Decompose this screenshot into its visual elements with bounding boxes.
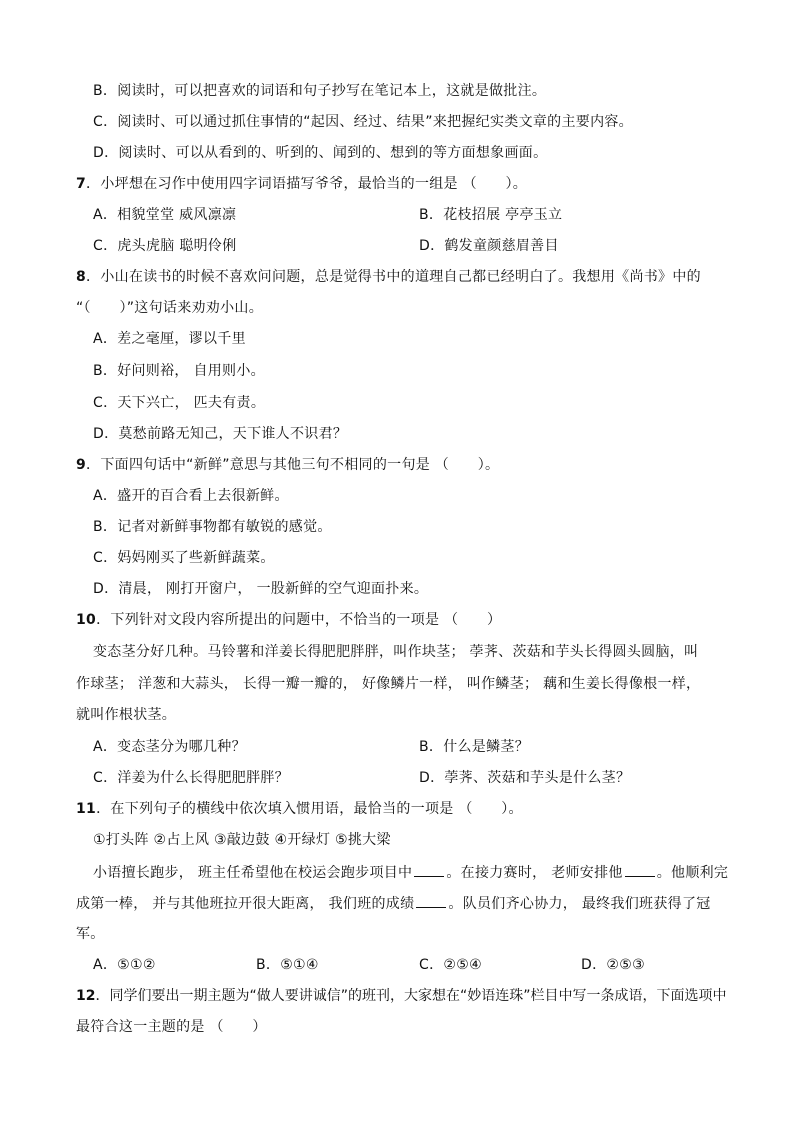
q10-passage-line-2: 作球茎； 洋葱和大蒜头， 长得一瓣一瓣的， 好像鳞片一样， 叫作鳞茎； 藕和生姜长得像根一样， [76,676,701,692]
q8-number: 8 [76,269,87,285]
q7-number: 7 [76,176,87,192]
q12-stem-text-1: ．同学们要出一期主题为“做人要讲诚信”的班刊，大家想在“妙语连珠”栏目中写一条成语，下面选项中 [95,988,727,1004]
q9-stem [76,455,499,475]
q10-option-a: A．变态茎分为哪几种？ [93,739,246,755]
q8-option-a: A．差之毫厘，谬以千里 [93,331,246,347]
q9-option-a: A．盛开的百合看上去很新鲜。 [93,488,289,504]
q12-stem-line-2: 最符合这一主题的是 （ ） [76,1019,267,1035]
q11-passage-line-1 [93,862,728,883]
q7-stem [76,174,527,194]
q10-number: 10 [76,612,97,628]
q7-option-d: D．鹤发童颜慈眉善目 [419,238,559,254]
q9-option-c: C．妈妈刚买了些新鲜蔬菜。 [93,550,275,566]
q10-stem-text: ．下列针对文段内容所提出的问题中，不恰当的一项是 （ ） [96,612,502,628]
q11-passage-line-3: 军。 [76,926,105,942]
fill-blank [416,893,446,908]
q9-stem-text: ．下面四句话中“新鲜”意思与其他三句不相同的一句是 （ ）。 [86,457,500,473]
q10-passage-line-1: 变态茎分好几种。马铃薯和洋姜长得肥肥胖胖，叫作块茎； 荸荠、茨菇和芋头长得圆头圆脑，叫 [93,644,699,660]
q11-passage-text: 成第一棒， 并与其他班拉开很大距离， 我们班的成绩 [76,896,415,912]
q7-option-a: A．相貌堂堂 威风凛凛 [93,207,237,223]
q10-stem [76,610,501,630]
q11-number: 11 [76,801,97,817]
q11-passage-text: 。在接力赛时， 老师安排他 [446,865,623,881]
q11-passage-text: 小语擅长跑步， 班主任希望他在校运会跑步项目中 [93,865,413,881]
q9-option-d: D．清晨， 刚打开窗户， 一股新鲜的空气迎面扑来。 [93,581,429,597]
q11-stem-text: ．在下列句子的横线中依次填入惯用语，最恰当的一项是 （ ）。 [96,801,523,817]
q8-stem-line-2: “（ ）”这句话来劝劝小山。 [76,300,264,316]
q11-option-d: D．②⑤③ [581,957,645,973]
q7-stem-text: ．小坪想在习作中使用四字词语描写爷爷，最恰当的一组是 （ ）。 [86,176,528,192]
q10-option-d: D．荸荠、茨菇和芋头是什么茎？ [419,770,631,786]
fill-blank [625,862,655,877]
q9-option-b: B．记者对新鲜事物都有敏锐的感觉。 [93,519,332,535]
q11-passage-text: 。他顺利完 [656,865,729,881]
q11-option-a: A．⑤①② [93,957,156,973]
q11-idiom-list: ①打头阵 ②占上风 ③敲边鼓 ④开绿灯 ⑤挑大梁 [93,832,391,848]
q8-option-d: D．莫愁前路无知己，天下谁人不识君？ [93,426,348,442]
q11-passage-text: 。队员们齐心协力， 最终我们班获得了冠 [448,896,711,912]
q11-option-b: B．⑤①④ [256,957,319,973]
q6-option-d: D．阅读时、可以从看到的、听到的、闻到的、想到的等方面想象画面。 [93,145,548,161]
q8-stem [76,267,701,287]
q12-stem [76,986,727,1006]
q7-option-c: C．虎头虎脑 聪明伶俐 [93,238,237,254]
fill-blank [414,862,444,877]
q6-option-b: B．阅读时，可以把喜欢的词语和句子抄写在笔记本上，这就是做批注。 [93,83,547,99]
q8-option-b: B．好问则裕， 自用则小。 [93,363,265,379]
q10-option-b: B．什么是鳞茎？ [419,739,530,755]
q11-stem [76,799,523,819]
q8-option-c: C．天下兴亡， 匹夫有责。 [93,395,266,411]
q7-option-b: B．花枝招展 亭亭玉立 [419,207,563,223]
q11-passage-line-2 [76,893,711,914]
q12-number: 12 [76,988,96,1004]
q11-option-c: C．②⑤④ [419,957,482,973]
q10-option-c: C．洋姜为什么长得肥肥胖胖？ [93,770,289,786]
q9-number: 9 [76,457,87,473]
q6-option-c: C．阅读时、可以通过抓住事情的“起因、经过、结果”来把握纪实类文章的主要内容。 [93,114,633,130]
q8-stem-text-1: ．小山在读书的时候不喜欢问问题，总是觉得书中的道理自己都已经明白了。我想用《尚书》中的 [86,269,701,285]
q10-passage-line-3: 就叫作根状茎。 [76,707,177,723]
